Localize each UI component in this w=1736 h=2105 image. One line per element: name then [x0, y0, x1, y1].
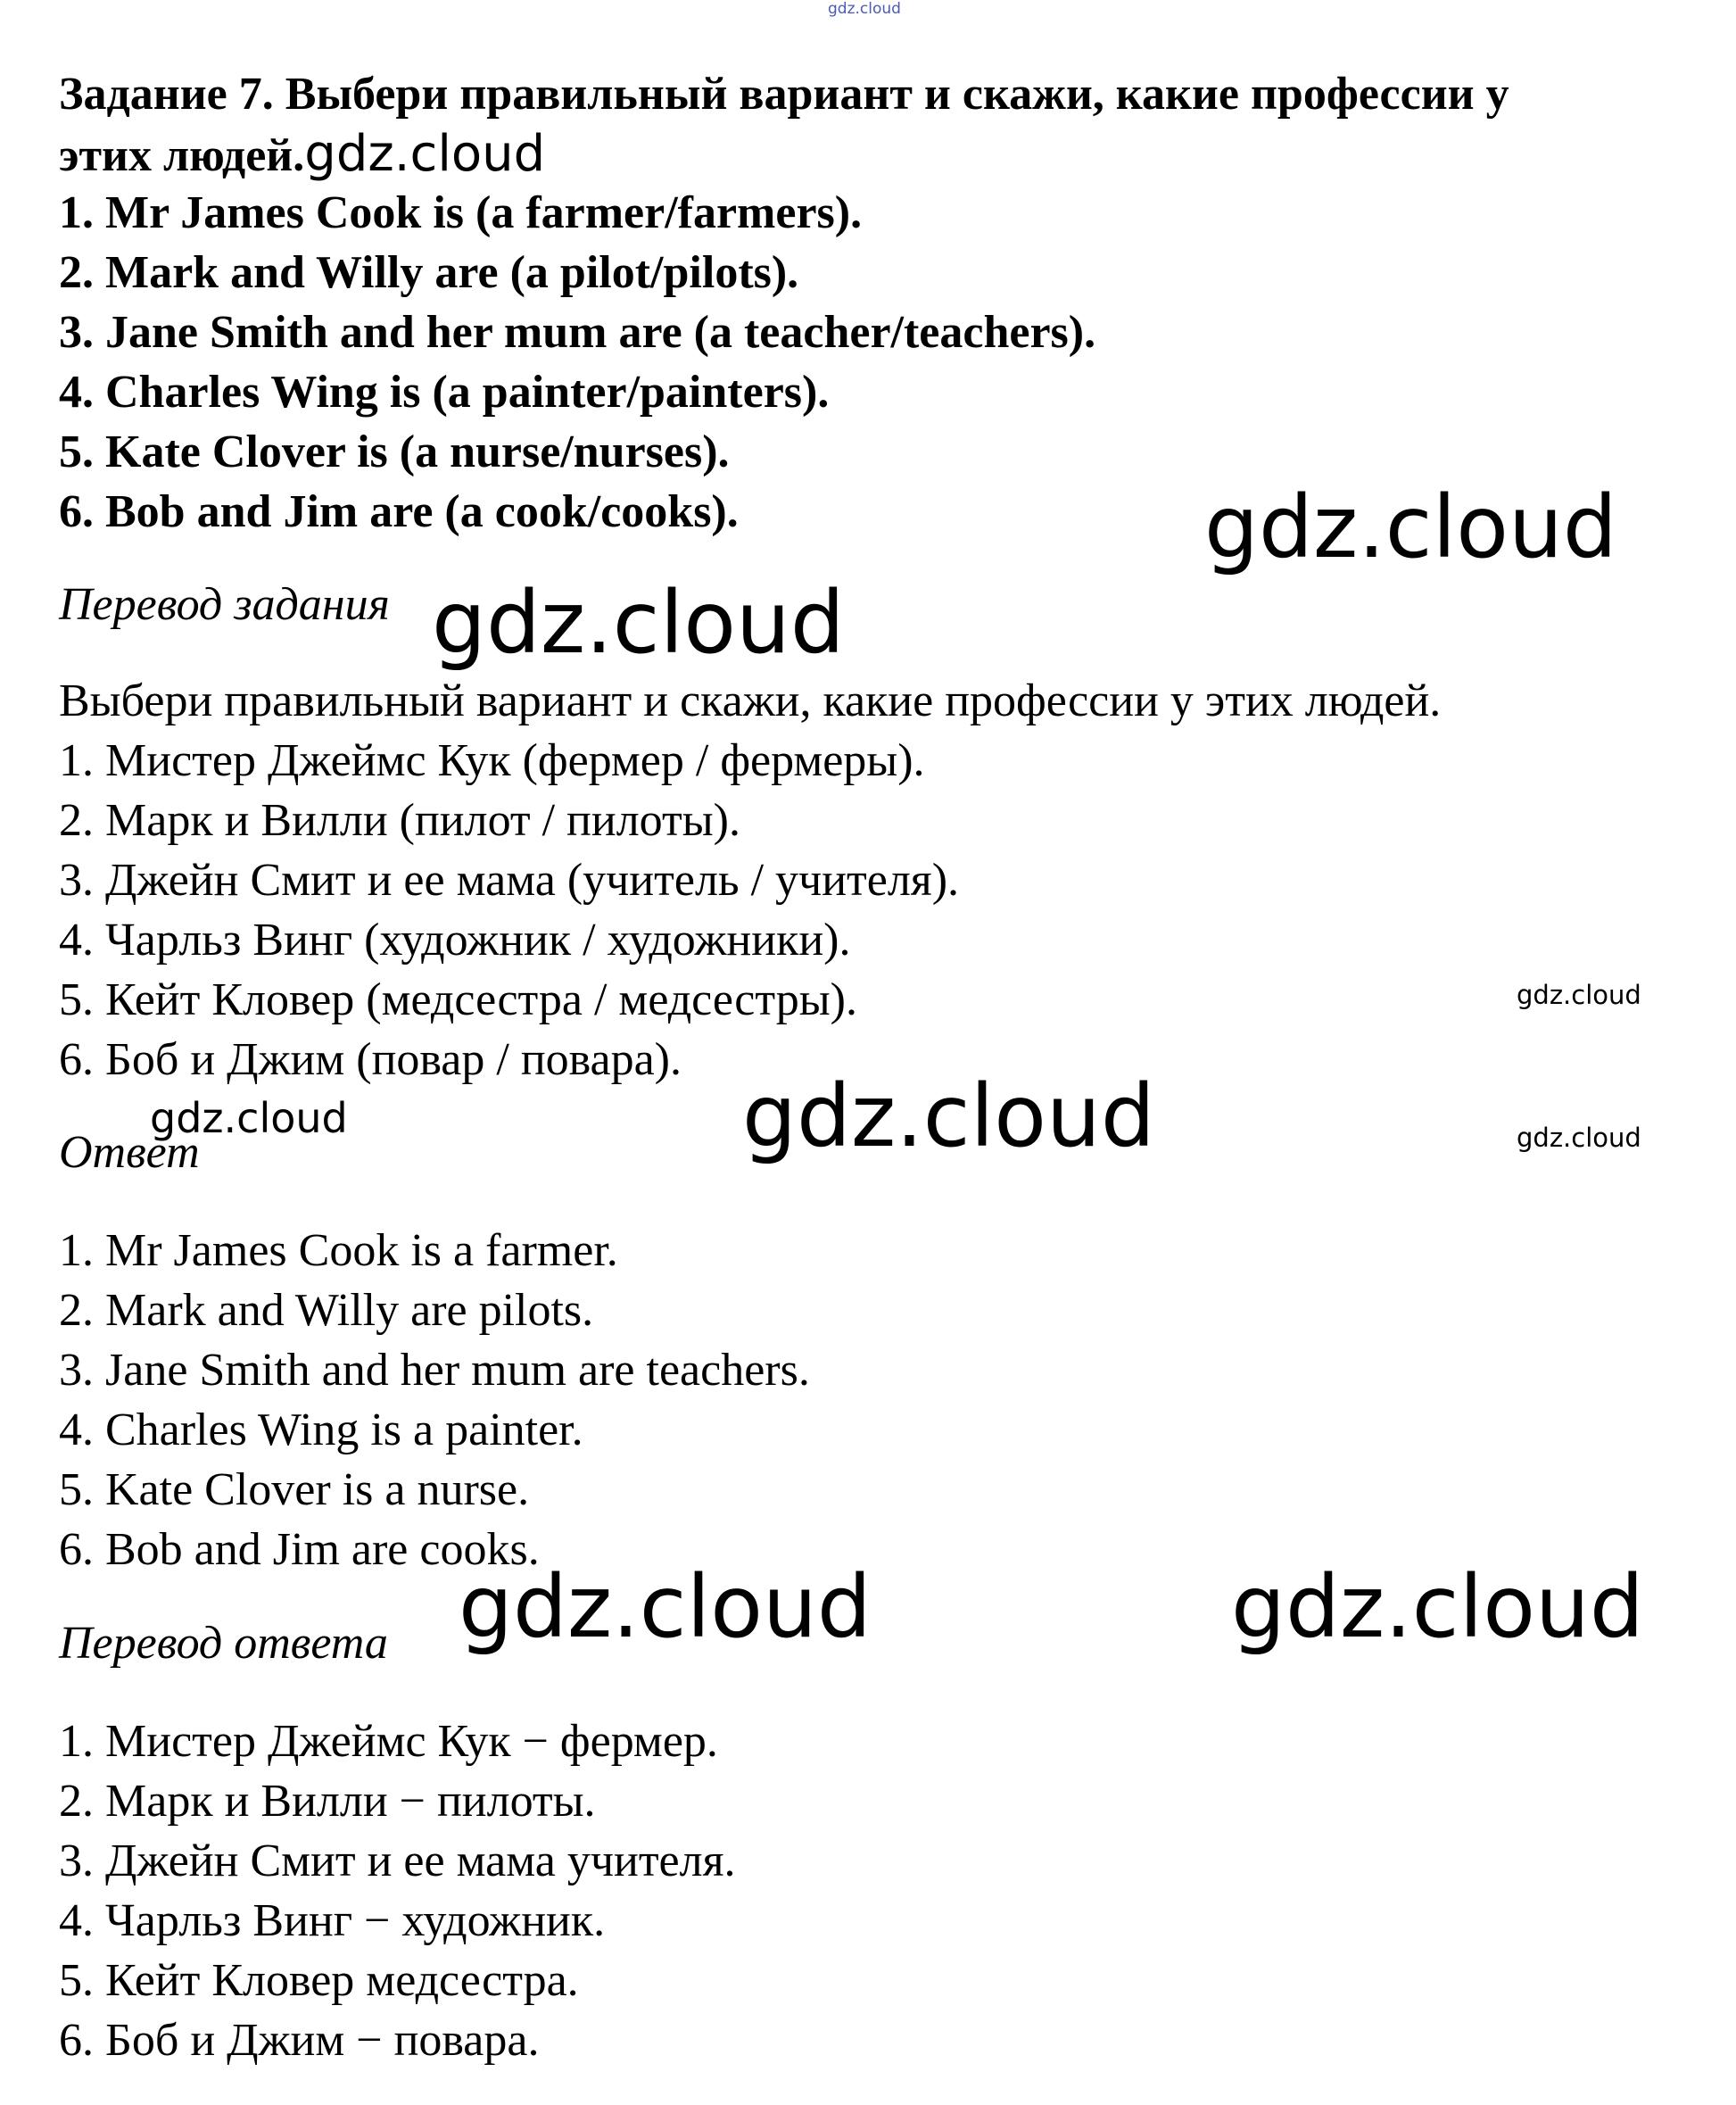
task-translation-intro: Выбери правильный вариант и скажи, какие профессии у этих людей.	[59, 675, 1442, 726]
task-item: 1. Mr James Cook is (a farmer/farmers).	[59, 187, 863, 238]
watermark-top: gdz.cloud	[828, 0, 901, 18]
answer-item: 1. Mr James Cook is a farmer.	[59, 1225, 618, 1276]
answer-translation-item: 4. Чарльз Винг − художник.	[59, 1895, 606, 1946]
answer-translation-item: 2. Марк и Вилли − пилоты.	[59, 1776, 596, 1827]
task-item: 6. Bob and Jim are (a cook/cooks).	[59, 486, 739, 537]
task-item: 3. Jane Smith and her mum are (a teacher/teachers).	[59, 307, 1096, 358]
task-translation-item: 5. Кейт Кловер (медсестра / медсестры).	[59, 974, 857, 1025]
answer-heading: Ответ	[59, 1127, 200, 1178]
watermark-small-1: gdz.cloud	[1517, 980, 1641, 1010]
task-heading-line2-text: этих людей.	[59, 130, 305, 181]
watermark-small-2: gdz.cloud	[1517, 1123, 1641, 1153]
task-item: 4. Charles Wing is (a painter/painters).	[59, 367, 830, 418]
answer-item: 3. Jane Smith and her mum are teachers.	[59, 1345, 810, 1396]
watermark-large-1: gdz.cloud	[1204, 477, 1617, 577]
watermark-inline: gdz.cloud	[304, 125, 546, 183]
task-heading-line1: Задание 7. Выбери правильный вариант и скажи, какие профессии у	[59, 69, 1509, 120]
task-translation-item: 3. Джейн Смит и ее мама (учитель / учителя).	[59, 855, 960, 906]
task-translation-item: 4. Чарльз Винг (художник / художники).	[59, 915, 851, 965]
task-translation-item: 6. Боб и Джим (повар / повара).	[59, 1034, 682, 1085]
task-translation-item: 1. Мистер Джеймс Кук (фермер / фермеры).	[59, 735, 925, 786]
answer-translation-item: 5. Кейт Кловер медсестра.	[59, 1955, 579, 2006]
watermark-large-3: gdz.cloud	[742, 1066, 1155, 1166]
watermark-medium: gdz.cloud	[150, 1094, 348, 1142]
task-translation-heading: Перевод задания	[59, 579, 390, 630]
task-translation-item: 2. Марк и Вилли (пилот / пилоты).	[59, 795, 740, 846]
watermark-large-4: gdz.cloud	[459, 1557, 872, 1657]
answer-translation-item: 1. Мистер Джеймс Кук − фермер.	[59, 1716, 718, 1767]
watermark-large-5: gdz.cloud	[1231, 1557, 1644, 1657]
answer-item: 2. Mark and Willy are pilots.	[59, 1285, 594, 1336]
watermark-large-2: gdz.cloud	[432, 573, 845, 673]
answer-translation-item: 6. Боб и Джим − повара.	[59, 2015, 540, 2066]
task-item: 5. Kate Clover is (a nurse/nurses).	[59, 427, 730, 477]
answer-item: 6. Bob and Jim are cooks.	[59, 1524, 540, 1575]
answer-translation-item: 3. Джейн Смит и ее мама учителя.	[59, 1836, 736, 1886]
answer-item: 4. Charles Wing is a painter.	[59, 1405, 583, 1455]
answer-item: 5. Kate Clover is a nurse.	[59, 1464, 530, 1515]
answer-translation-heading: Перевод ответа	[59, 1618, 388, 1669]
task-heading-line2	[59, 124, 545, 186]
task-item: 2. Mark and Willy are (a pilot/pilots).	[59, 247, 799, 298]
